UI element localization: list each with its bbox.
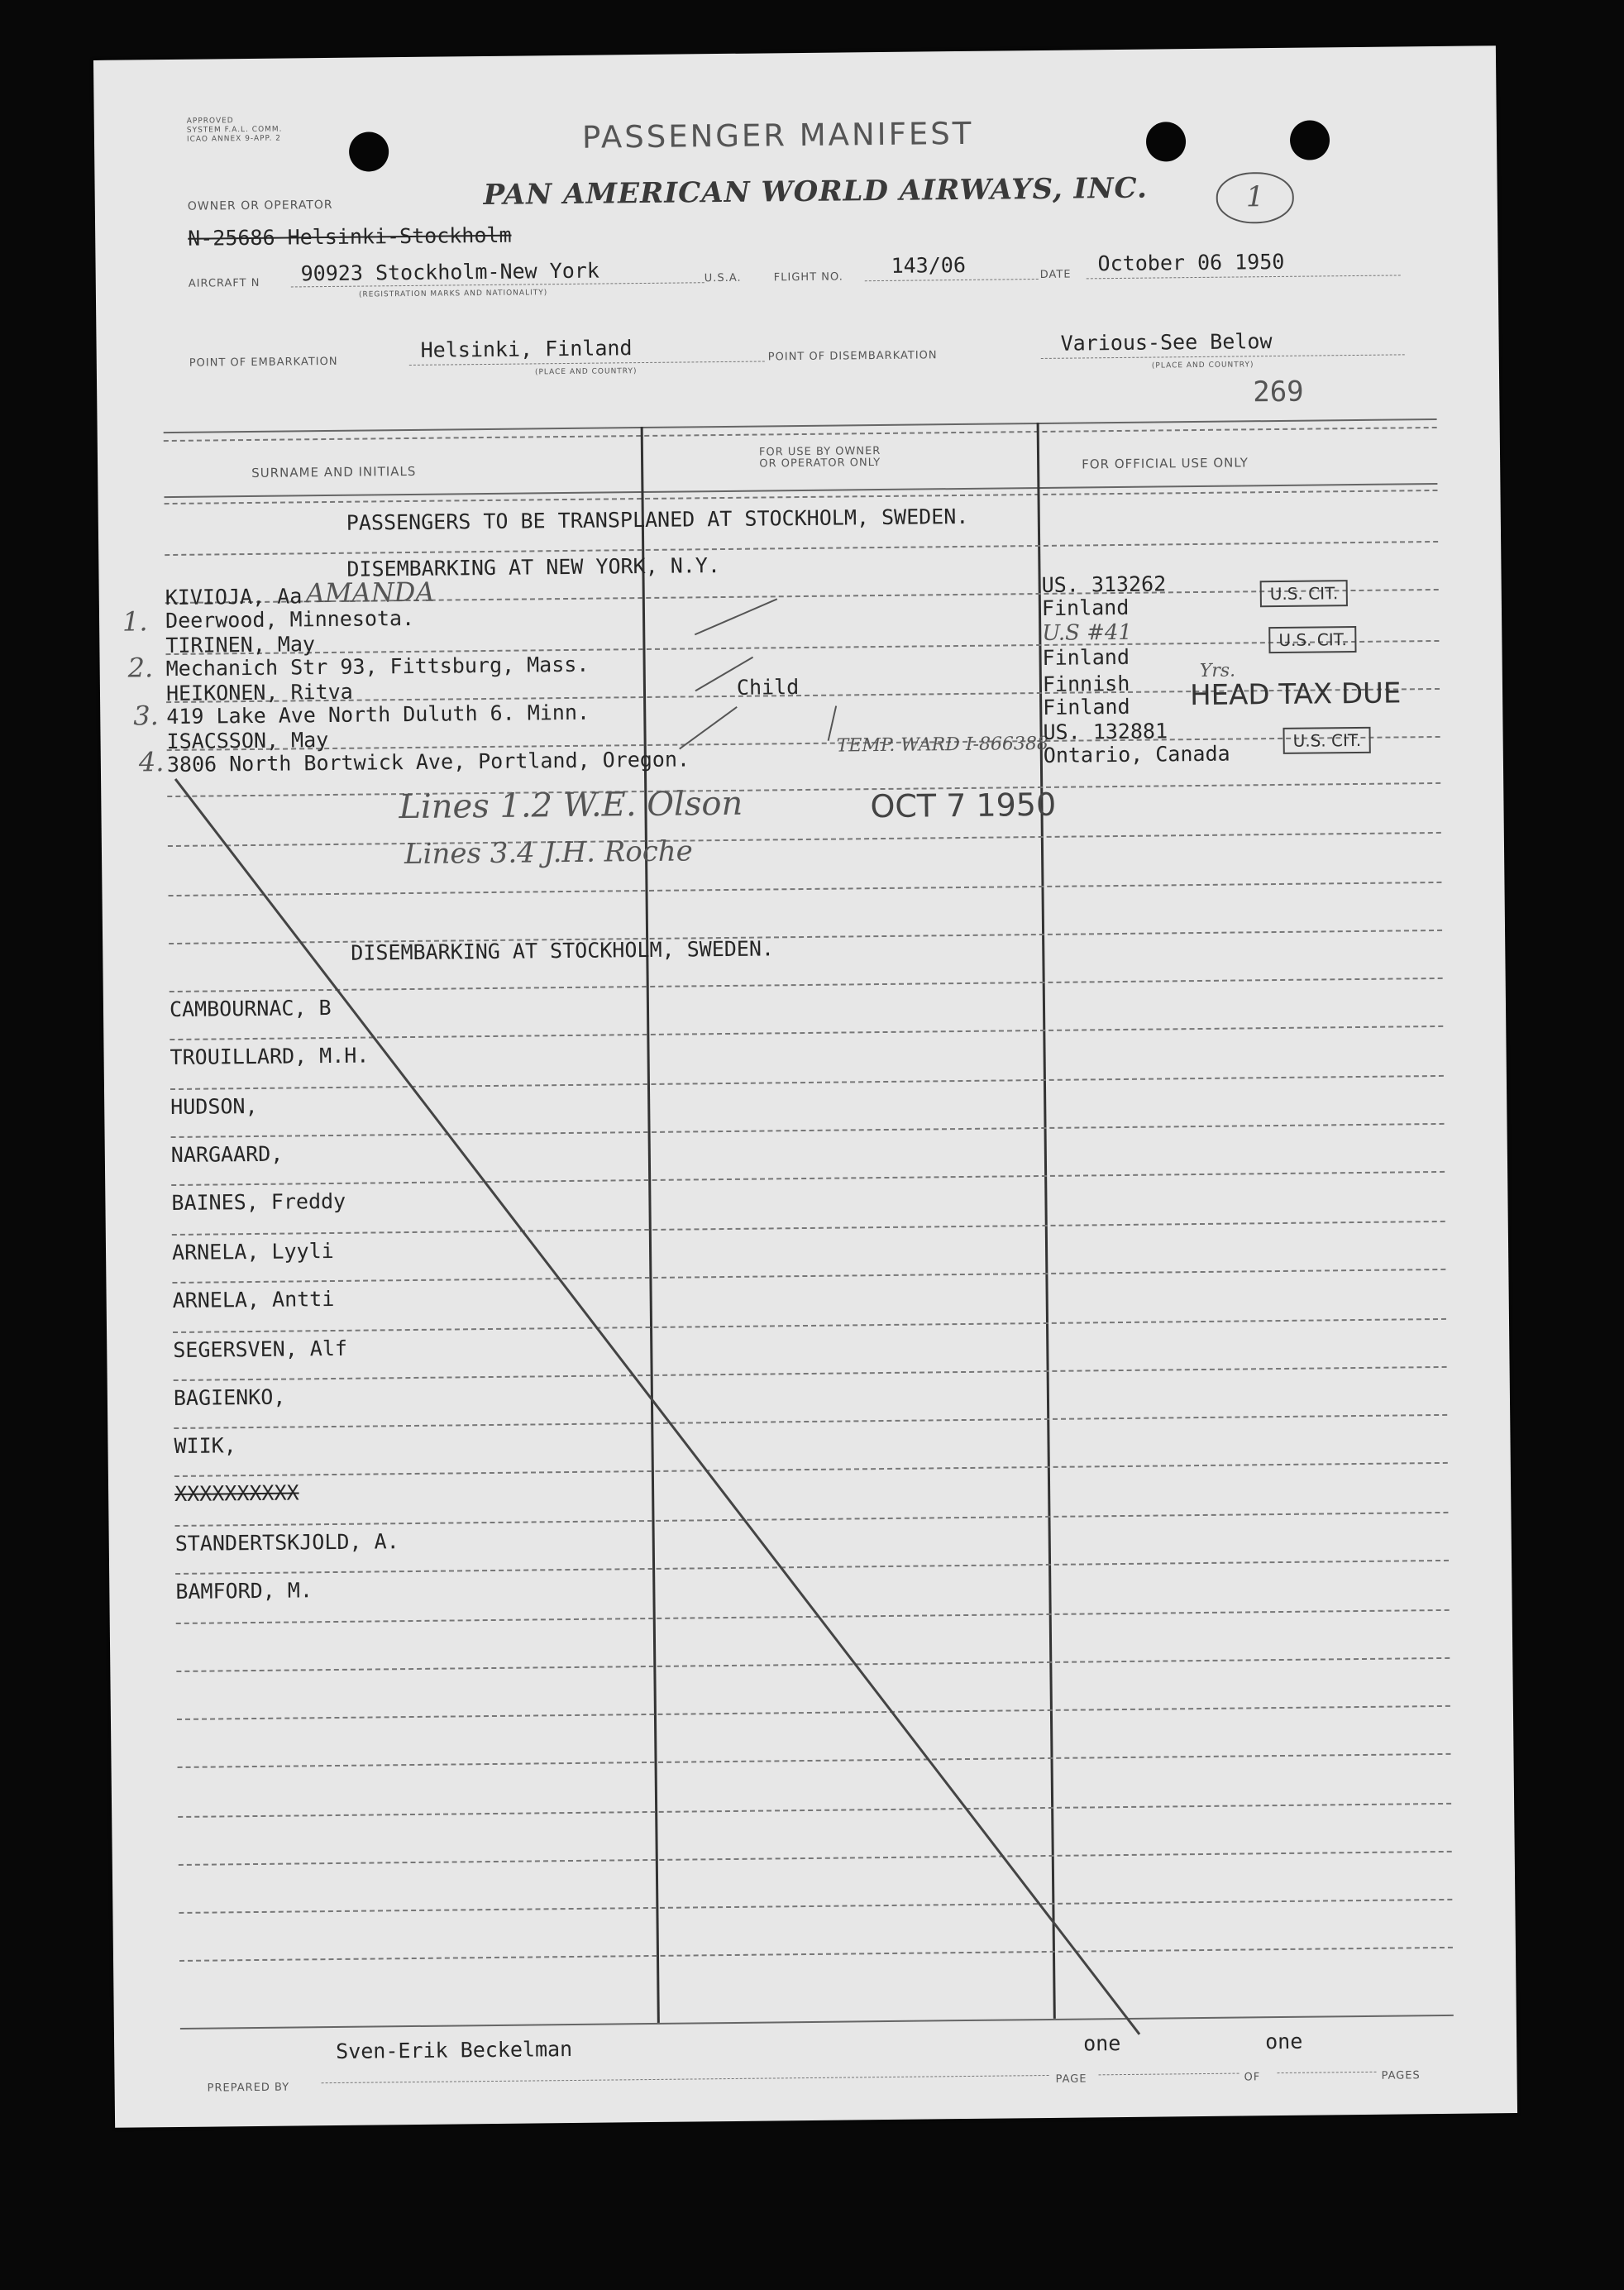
col-owner-use: FOR USE BY OWNER OR OPERATOR ONLY bbox=[758, 445, 881, 471]
passenger-name-struck: XXXXXXXXXX bbox=[174, 1480, 299, 1507]
passenger-name: CAMBOURNAC, B bbox=[169, 995, 332, 1022]
years-note: Yrs. bbox=[1199, 660, 1236, 681]
passenger-name: TROUILLARD, M.H. bbox=[170, 1043, 370, 1070]
passenger-address: 419 Lake Ave North Duluth 6. Minn. bbox=[166, 700, 590, 729]
of-value: one bbox=[1264, 2029, 1303, 2054]
citizen-stamp: U.S. CIT. bbox=[1268, 626, 1357, 653]
route-struck: N-25686 Helsinki-Stockholm bbox=[188, 222, 512, 251]
passenger-name: TIRINEN, May bbox=[165, 632, 316, 658]
flight-date: October 06 1950 bbox=[1097, 249, 1285, 276]
date-label: DATE bbox=[1039, 268, 1072, 281]
citizen-stamp: U.S. CIT. bbox=[1282, 727, 1371, 754]
col-official: FOR OFFICIAL USE ONLY bbox=[1082, 455, 1249, 472]
official-note: Finland bbox=[1043, 694, 1130, 720]
section-transplaned: PASSENGERS TO BE TRANSPLANED AT STOCKHOLM, SWEDEN. bbox=[346, 504, 969, 535]
airline-name: PAN AMERICAN WORLD AIRWAYS, INC. bbox=[483, 171, 1149, 213]
prepared-by-label: PREPARED BY bbox=[207, 2081, 290, 2095]
passenger-name: ARNELA, Antti bbox=[172, 1286, 335, 1313]
disembark-value: Various-See Below bbox=[1060, 329, 1273, 356]
manifest-number: 269 bbox=[1253, 375, 1304, 409]
operator-note-handwritten: TEMP. WARD I-866388 bbox=[836, 733, 1049, 757]
passenger-name: HUDSON, bbox=[170, 1093, 258, 1120]
flight-label: FLIGHT NO. bbox=[773, 270, 843, 284]
embark-value: Helsinki, Finland bbox=[420, 336, 633, 362]
official-note: US. 313262 bbox=[1041, 571, 1167, 597]
passenger-address: Mechanich Str 93, Fittsburg, Mass. bbox=[165, 652, 590, 681]
official-note: US. 132881 bbox=[1043, 719, 1168, 744]
passenger-name: NARGAARD, bbox=[170, 1141, 284, 1168]
inspector-note-1: Lines 1.2 W.E. Olson bbox=[399, 784, 743, 827]
of-label: OF bbox=[1244, 2071, 1261, 2084]
approved-block: APPROVED SYSTEM F.A.L. COMM. ICAO ANNEX 9-APP. 2 bbox=[186, 117, 283, 144]
passenger-address: 3806 North Bortwick Ave, Portland, Oregon. bbox=[166, 747, 690, 777]
passenger-name: BAGIENKO, bbox=[173, 1384, 286, 1411]
section-new-york: DISEMBARKING AT NEW YORK, N.Y. bbox=[346, 553, 721, 581]
page-label: PAGE bbox=[1055, 2072, 1087, 2086]
page-mark: 1 bbox=[1216, 172, 1294, 224]
passenger-name: ARNELA, Lyyli bbox=[171, 1238, 334, 1265]
passenger-name: SEGERSVEN, Alf bbox=[173, 1336, 348, 1363]
aircraft-value: 90923 Stockholm-New York bbox=[300, 258, 600, 286]
line-number: 2. bbox=[127, 652, 154, 684]
passenger-name: ISACSSON, May bbox=[166, 728, 329, 754]
inspector-note-2: Lines 3.4 J.H. Roche bbox=[404, 834, 694, 872]
flight-number: 143/06 bbox=[891, 252, 967, 278]
aircraft-label: AIRCRAFT N bbox=[188, 276, 260, 290]
citizen-stamp: U.S. CIT. bbox=[1260, 580, 1349, 607]
line-number: 4. bbox=[138, 746, 165, 778]
registration-caption: (REGISTRATION MARKS AND NATIONALITY) bbox=[358, 289, 548, 299]
line-number: 1. bbox=[122, 605, 148, 638]
embark-label: POINT OF EMBARKATION bbox=[189, 355, 338, 370]
official-note-handwritten: U.S #41 bbox=[1042, 619, 1133, 646]
passenger-name: STANDERTSKJOLD, A. bbox=[174, 1529, 399, 1556]
place-caption-1: (PLACE AND COUNTRY) bbox=[534, 367, 638, 377]
disembark-label: POINT OF DISEMBARKATION bbox=[767, 349, 938, 364]
inspection-date-stamp: OCT 7 1950 bbox=[870, 786, 1057, 825]
passenger-name: KIVIOJA, Aa bbox=[165, 584, 303, 610]
passenger-name: BAMFORD, M. bbox=[175, 1578, 313, 1604]
official-note: Finland bbox=[1041, 595, 1130, 620]
page-value: one bbox=[1082, 2031, 1121, 2056]
place-caption-2: (PLACE AND COUNTRY) bbox=[1151, 361, 1254, 371]
pages-label: PAGES bbox=[1381, 2069, 1421, 2082]
passenger-name: HEIKONEN, Ritva bbox=[165, 679, 353, 706]
passenger-name: BAINES, Freddy bbox=[171, 1188, 346, 1216]
page-title: PASSENGER MANIFEST bbox=[581, 115, 974, 155]
usa-label: U.S.A. bbox=[704, 271, 742, 285]
col-surname: SURNAME AND INITIALS bbox=[251, 463, 417, 480]
prepared-by-value: Sven-Erik Beckelman bbox=[336, 2037, 573, 2064]
official-note: Finland bbox=[1042, 644, 1130, 670]
head-tax-stamp: HEAD TAX DUE bbox=[1189, 676, 1402, 713]
operator-note: Child bbox=[736, 675, 800, 700]
passenger-name-handwritten: AMANDA bbox=[305, 576, 435, 610]
owner-label: OWNER OR OPERATOR bbox=[187, 198, 333, 213]
section-stockholm: DISEMBARKING AT STOCKHOLM, SWEDEN. bbox=[351, 936, 775, 965]
manifest-sheet bbox=[93, 45, 1517, 2128]
official-note: Ontario, Canada bbox=[1043, 741, 1230, 767]
official-note: Finnish bbox=[1042, 671, 1130, 696]
passenger-name: WIIK, bbox=[174, 1433, 236, 1459]
passenger-address: Deerwood, Minnesota. bbox=[165, 605, 415, 633]
line-number: 3. bbox=[133, 700, 159, 732]
pencil-cancel-line bbox=[93, 45, 1517, 2128]
